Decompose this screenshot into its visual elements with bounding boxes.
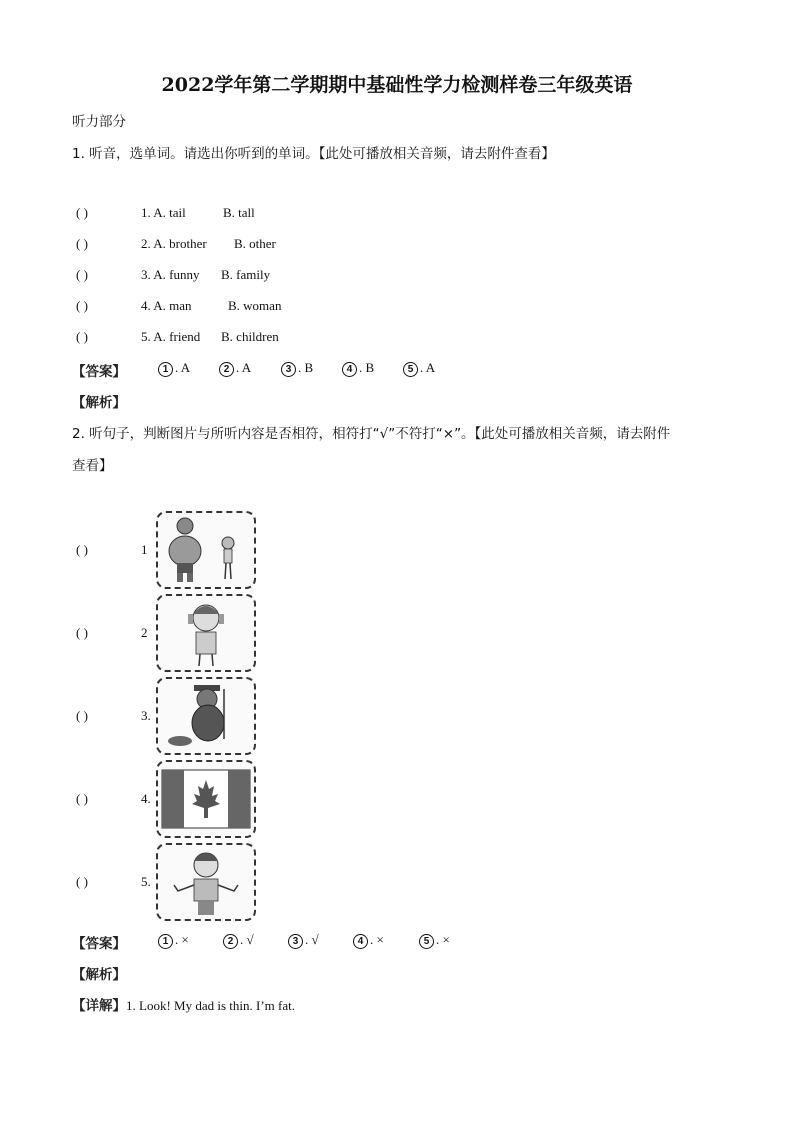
question-2-prompt: 2. 听句子，判断图片与所听内容是否相符，相符打“√”不符打“×”。【此处可播放相关音频，请去附件 bbox=[72, 426, 671, 442]
option-a: 4. A. man bbox=[141, 298, 192, 313]
section-heading: 听力部分 bbox=[72, 114, 126, 130]
question-1-prompt: 1. 听音，选单词。请选出你听到的单词。【此处可播放相关音频，请去附件查看】 bbox=[72, 146, 555, 162]
page-title: 2022学年第二学期期中基础性学力检测样卷三年级英语 bbox=[161, 74, 633, 96]
answer-blank[interactable]: ( ) bbox=[76, 874, 88, 889]
item-number: 5. bbox=[141, 874, 151, 889]
option-b: B. woman bbox=[228, 298, 282, 313]
picture-fat-man-thin-boy bbox=[156, 511, 256, 589]
analysis-label: 【解析】 bbox=[72, 395, 126, 411]
answer-item: 2 . √ bbox=[223, 932, 254, 949]
answer-label: 【答案】 bbox=[72, 936, 126, 952]
answer-item: 4 . B bbox=[342, 360, 374, 377]
picture-boy-shrugging bbox=[156, 843, 256, 921]
answer-label: 【答案】 bbox=[72, 364, 126, 380]
item-number: 4. bbox=[141, 791, 151, 806]
option-b: B. children bbox=[221, 329, 279, 344]
answer-item: 3 . B bbox=[281, 360, 313, 377]
picture-girl-touching-ears bbox=[156, 594, 256, 672]
answer-blank[interactable]: ( ) bbox=[76, 625, 88, 640]
answer-blank[interactable]: ( ) bbox=[76, 708, 88, 723]
detail-label: 【详解】 bbox=[72, 998, 126, 1014]
picture-canada-flag bbox=[156, 760, 256, 838]
question-2-prompt-continued: 查看】 bbox=[72, 458, 113, 474]
picture-beaver-canada bbox=[156, 677, 256, 755]
answer-item: 4 . × bbox=[353, 932, 384, 949]
answer-item: 5 . × bbox=[419, 932, 450, 949]
option-b: B. family bbox=[221, 267, 271, 282]
answer-blank[interactable]: ( ) bbox=[76, 329, 88, 344]
answer-blank[interactable]: ( ) bbox=[76, 791, 88, 806]
answer-blank[interactable]: ( ) bbox=[76, 542, 88, 557]
item-number: 1 bbox=[141, 542, 148, 557]
option-a: 3. A. funny bbox=[141, 267, 200, 282]
answer-item: 2 . A bbox=[219, 360, 251, 377]
item-number: 3. bbox=[141, 708, 151, 723]
item-number: 2 bbox=[141, 625, 148, 640]
analysis-label: 【解析】 bbox=[72, 967, 126, 983]
option-b: B. tall bbox=[223, 205, 255, 220]
detail-text: 1. Look! My dad is thin. I’m fat. bbox=[126, 998, 295, 1013]
answer-item: 5 . A bbox=[403, 360, 435, 377]
option-a: 2. A. brother bbox=[141, 236, 207, 251]
answer-item: 1 . A bbox=[158, 360, 190, 377]
detail-line bbox=[72, 994, 295, 1014]
answer-item: 1 . × bbox=[158, 932, 189, 949]
answer-item: 3 . √ bbox=[288, 932, 319, 949]
answer-blank[interactable]: ( ) bbox=[76, 236, 88, 251]
option-a: 1. A. tail bbox=[141, 205, 186, 220]
answer-blank[interactable]: ( ) bbox=[76, 298, 88, 313]
answer-blank[interactable]: ( ) bbox=[76, 205, 88, 220]
answer-blank[interactable]: ( ) bbox=[76, 267, 88, 282]
option-a: 5. A. friend bbox=[141, 329, 201, 344]
option-b: B. other bbox=[234, 236, 276, 251]
